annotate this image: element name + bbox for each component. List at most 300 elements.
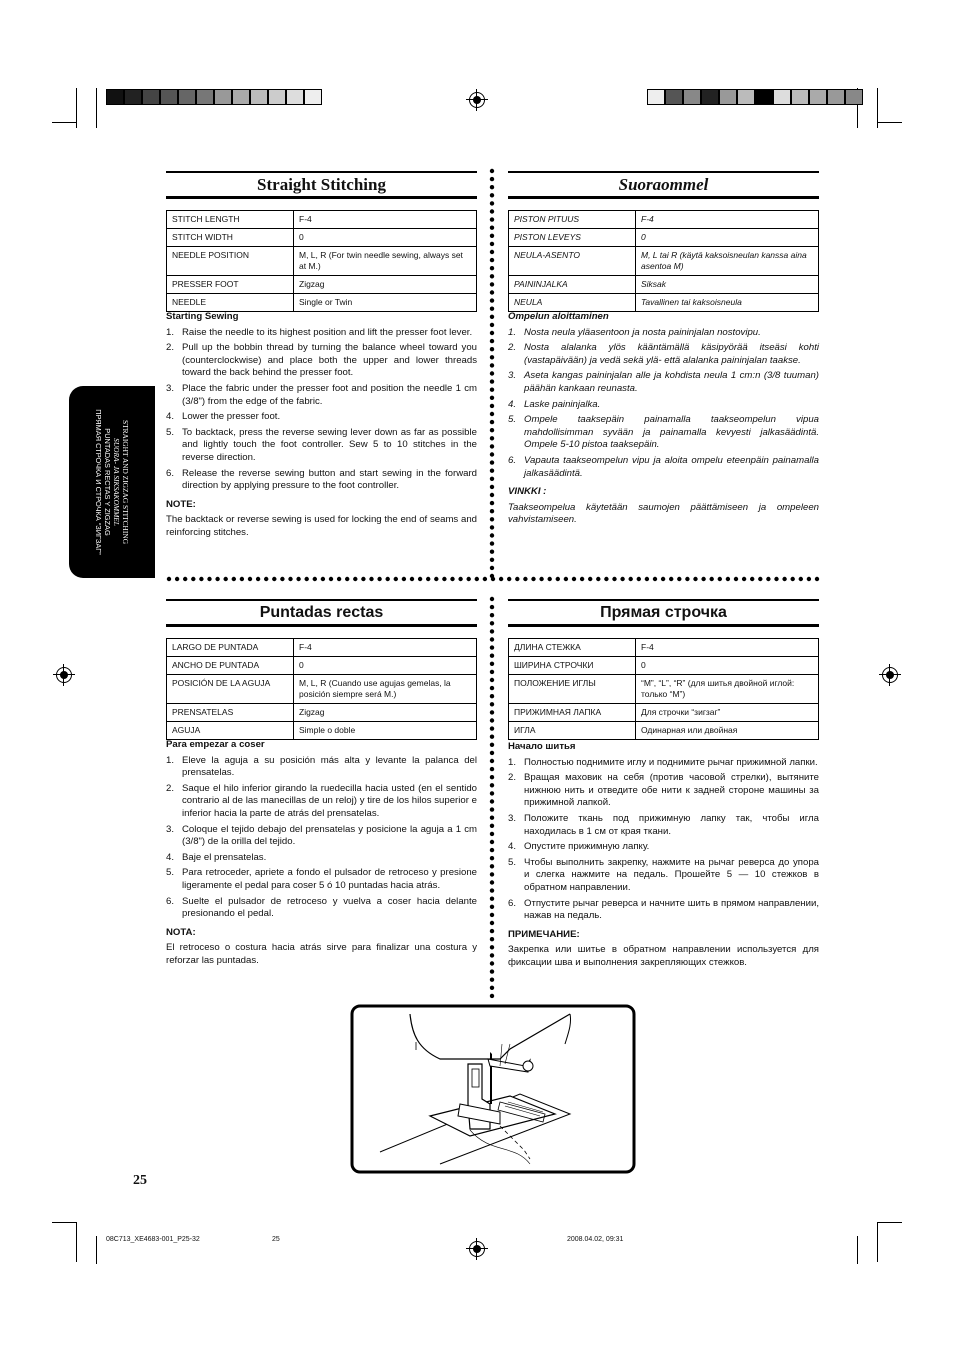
separator-dot [490,396,494,400]
step-number: 2. [508,342,517,354]
step-number: 4. [166,851,175,863]
color-swatch [683,89,701,105]
separator-dot [490,791,494,795]
separator-dot [490,961,494,965]
step-text: Vapauta taaksеompelun vipu ja aloita ompelu eteenpäin painamalla jalkasäädintä. [524,454,819,479]
separator-dot [629,577,633,581]
separator-dot [766,577,770,581]
note-heading: NOTA: [166,926,196,938]
setting-name: ШИРИНА СТРОЧКИ [509,657,636,675]
separator-dot [588,577,592,581]
color-swatch [845,89,863,105]
list-item [508,857,819,895]
separator-dot [490,945,494,949]
separator-dot [490,566,494,570]
steps-list [508,757,819,923]
setting-name: NEEDLE POSITION [167,247,294,276]
setting-name: ИГЛА [509,722,636,740]
start-heading: Para empezar a coser [166,739,265,750]
separator-dot [604,577,608,581]
separator-dot [305,577,309,581]
color-swatch [214,89,232,105]
list-item [508,813,819,838]
color-swatch [142,89,160,105]
separator-dot [490,605,494,609]
instructions-ru [508,741,819,970]
color-swatch [268,89,286,105]
separator-dot [490,710,494,714]
separator-dot [490,242,494,246]
separator-dot [313,577,317,581]
horizontal-dotted-separator [166,576,820,582]
step-number: 6. [166,895,175,907]
table-row [167,657,477,675]
separator-dot [490,209,494,213]
separator-dot [515,577,519,581]
separator-dot [490,986,494,990]
color-swatch [106,89,124,105]
separator-dot [726,577,730,581]
separator-dot [191,577,195,581]
section-title-es: Puntadas rectas [166,599,477,627]
separator-dot [345,577,349,581]
separator-dot [450,577,454,581]
separator-dot [490,953,494,957]
list-item [508,898,819,923]
separator-dot [490,880,494,884]
setting-name: PRESSER FOOT [167,276,294,294]
instructions-es [166,739,477,968]
step-number: 1. [508,326,517,338]
separator-dot [490,541,494,545]
steps-list [166,755,477,921]
separator-dot [490,331,494,335]
separator-dot [701,577,705,581]
vertical-dotted-separator [489,596,495,1000]
separator-dot [369,577,373,581]
separator-dot [490,307,494,311]
separator-dot [490,379,494,383]
separator-dot [321,577,325,581]
separator-dot [490,412,494,416]
separator-dot [490,226,494,230]
separator-dot [490,282,494,286]
list-item [166,852,477,865]
section-title-en: Straight Stitching [166,171,477,199]
separator-dot [490,621,494,625]
setting-value: M, L tai R (käytä kaksoisneulan kanssa aina asentoa M) [636,247,819,276]
note-text: Закрепка или шитье в обратном направлении используется для фиксации шва и выполнения закрепляющих стежков. [508,944,819,968]
separator-dot [490,452,494,456]
separator-dot [490,460,494,464]
list-item [166,427,477,465]
side-tab-line: ПРЯМАЯ СТРОЧКА И СТРОЧКА “ЗИГЗАГ” [93,409,103,555]
step-text: Положите ткань под прижимную лапку так, чтобы игла находилась в 1 см от края ткани. [524,812,819,837]
registration-mark-icon [56,667,72,683]
instructions-en [166,311,477,540]
step-text: Опустите прижимную лапку. [524,841,650,853]
separator-dot [490,864,494,868]
start-heading: Ompelun aloittaminen [508,311,609,322]
separator-dot [490,897,494,901]
step-number: 3. [166,823,175,835]
step-text: Aseta kangas paininjalan alle ja kohdista neula 1 cm:n (3/8 tuuman) päähän kankaan reunasta. [524,370,819,394]
step-number: 2. [166,782,175,794]
step-number: 5. [508,856,517,868]
separator-dot [434,577,438,581]
separator-dot [272,577,276,581]
steps-list [508,327,819,481]
separator-dot [490,266,494,270]
list-item [508,757,819,770]
setting-value: F-4 [294,211,477,229]
separator-dot [280,577,284,581]
step-text: Ompele taaksepäin painamalla taaksеompelun vipua mahdollisimman syvään ja painamalla kevyesti jalkasäädintä. Ompele 5-10 pistoa taaksepäin. [524,414,819,451]
separator-dot [490,501,494,505]
separator-dot [612,577,616,581]
separator-dot [224,577,228,581]
separator-dot [490,201,494,205]
step-number: 6. [166,467,175,479]
separator-dot [490,743,494,747]
settings-table-en [166,210,477,312]
separator-dot [661,577,665,581]
step-number: 6. [508,897,517,909]
separator-dot [539,577,543,581]
table-row [167,639,477,657]
setting-name: ПРИЖИМНАЯ ЛАПКА [509,704,636,722]
color-swatch [250,89,268,105]
separator-dot [523,577,527,581]
separator-dot [653,577,657,581]
separator-dot [490,533,494,537]
color-swatch [196,89,214,105]
note-heading: VINKKI : [508,486,547,498]
setting-value: Tavallinen tai kaksoisneula [636,294,819,312]
step-text: Lower the presser foot. [182,411,281,423]
separator-dot [490,832,494,836]
step-number: 4. [508,841,517,853]
separator-dot [596,577,600,581]
separator-dot [490,517,494,521]
color-swatch [701,89,719,105]
list-item [166,783,477,821]
separator-dot [232,577,236,581]
list-item [166,896,477,921]
step-text: Eleve la aguja a su posición más alta y levante la palanca del prensatelas. [182,754,477,779]
separator-dot [490,339,494,343]
setting-value: “M”, “L”, “R” (для шитья двойной иглой: только “M”) [636,675,819,704]
separator-dot [490,363,494,367]
list-item [166,468,477,493]
crop-mark [76,1222,77,1262]
list-item [508,399,819,412]
crop-mark [76,88,77,128]
separator-dot [490,767,494,771]
separator-dot [499,577,503,581]
side-tab-line: STRAIGHT AND ZIGZAG STITCHING [121,419,131,545]
setting-name: PISTON PITUUS [509,211,636,229]
separator-dot [410,577,414,581]
separator-dot [418,577,422,581]
step-number: 3. [166,382,175,394]
setting-value: Simple o doble [294,722,477,740]
note-text: Taaksеompelua käytetään saumojen päättämiseen ja ompeleen vahvistamiseen. [508,501,819,526]
separator-dot [240,577,244,581]
separator-dot [183,577,187,581]
setting-value: M, L, R (Cuando use agujas gemelas, la posición siempre será M.) [294,675,477,704]
separator-dot [490,937,494,941]
separator-dot [490,477,494,481]
separator-dot [490,177,494,181]
page-number: 25 [133,1173,147,1188]
separator-dot [386,577,390,581]
separator-dot [490,978,494,982]
list-item [166,383,477,408]
table-row [167,211,477,229]
settings-table-es [166,638,477,740]
setting-value: Zigzag [294,704,477,722]
note-text: El retroceso o costura hacia atrás sirve para finalizar una costura y reforzar las puntadas. [166,942,477,966]
table-row [509,639,819,657]
separator-dot [394,577,398,581]
step-text: Saque el hilo inferior girando la ruedecilla hacia usted (en el sentido contrario al de las manecillas de un reloj) y tire de los hilos superior e inferior hacia la parte de atrás del prensatelas. [182,782,477,819]
list-item [508,841,819,854]
crop-mark [96,1236,97,1264]
separator-dot [490,185,494,189]
separator-dot [742,577,746,581]
color-swatch [286,89,304,105]
separator-dot [490,355,494,359]
table-row [509,211,819,229]
list-item [166,755,477,780]
separator-dot [377,577,381,581]
separator-dot [490,323,494,327]
side-tab [69,386,155,578]
separator-dot [718,577,722,581]
separator-dot [337,577,341,581]
color-swatch [773,89,791,105]
color-swatch [665,89,683,105]
separator-dot [490,726,494,730]
step-text: Coloque el tejido debajo del prensatelas y posicione la aguja a 1 cm (3/8") de la orilla del tejido. [182,823,477,848]
setting-value: Одинарная или двойная [636,722,819,740]
footer-file: 08C713_XE4683-001_P25-32 [106,1236,200,1243]
separator-dot [490,921,494,925]
list-item [166,824,477,849]
step-text: Pull up the bobbin thread by turning the balance wheel toward you (counterclockwise) and place both the upper and lower threads toward the back behind the presser foot. [182,342,477,379]
table-row [509,229,819,247]
crop-mark [96,88,97,128]
setting-name: PISTON LEVEYS [509,229,636,247]
separator-dot [490,840,494,844]
crop-mark [52,122,76,123]
table-row [167,294,477,312]
setting-name: PAININJALKA [509,276,636,294]
separator-dot [815,577,819,581]
setting-name: ANCHO DE PUNTADA [167,657,294,675]
separator-dot [353,577,357,581]
separator-dot [490,670,494,674]
setting-value: 0 [636,229,819,247]
step-number: 3. [508,370,517,382]
separator-dot [645,577,649,581]
separator-dot [175,577,179,581]
setting-name: NEULA [509,294,636,312]
setting-name: LARGO DE PUNTADA [167,639,294,657]
separator-dot [490,250,494,254]
table-row [167,276,477,294]
separator-dot [490,258,494,262]
separator-dot [490,217,494,221]
table-row [167,722,477,740]
step-number: 5. [508,414,517,426]
step-text: Suelte el pulsador de retroceso y vuelva a coser hacia delante presionando el pedal. [182,895,477,920]
step-text: To backtack, press the reverse sewing lever down as far as possible and lightly touch the foot controller. Sew 5 to 10 stitches in the reverse direction. [182,426,477,463]
step-text: Вращая маховик на себя (против часовой стрелки), вытяните нижнюю нить и отведите обе нити к задней стороне машины за прижимной лапкой. [524,772,819,809]
separator-dot [490,315,494,319]
setting-value: Siksak [636,276,819,294]
list-item [508,342,819,367]
registration-mark-icon [882,667,898,683]
crop-mark [877,1222,878,1262]
setting-value: 0 [294,657,477,675]
separator-dot [490,347,494,351]
separator-dot [791,577,795,581]
setting-name: PRENSATELAS [167,704,294,722]
separator-dot [296,577,300,581]
step-text: Отпустите рычаг реверса и начните шить в прямом направлении, нажав на педаль. [524,897,819,922]
separator-dot [491,577,495,581]
color-swatch [791,89,809,105]
separator-dot [490,969,494,973]
separator-dot [490,428,494,432]
separator-dot [490,799,494,803]
color-swatch [178,89,196,105]
crop-mark [52,1222,76,1223]
separator-dot [490,444,494,448]
separator-dot [490,848,494,852]
separator-dot [402,577,406,581]
step-number: 5. [166,426,175,438]
section-title-fi: Suoraommel [508,171,819,199]
setting-value: 0 [294,229,477,247]
list-item [508,414,819,452]
steps-list [166,327,477,493]
setting-value: F-4 [636,211,819,229]
registration-mark-icon [469,92,485,108]
instructions-fi [508,311,819,527]
step-text: Raise the needle to its highest position and lift the presser foot lever. [182,326,473,338]
separator-dot [361,577,365,581]
separator-dot [475,577,479,581]
separator-dot [467,577,471,581]
separator-dot [490,234,494,238]
table-row [509,247,819,276]
separator-dot [531,577,535,581]
list-item [508,327,819,340]
separator-dot [490,888,494,892]
separator-dot [774,577,778,581]
separator-dot [490,662,494,666]
separator-dot [329,577,333,581]
note-heading: ПРИМЕЧАНИЕ: [508,928,580,940]
separator-dot [490,371,494,375]
separator-dot [490,775,494,779]
table-row [509,657,819,675]
separator-dot [580,577,584,581]
footer-date: 2008.04.02, 09:31 [567,1236,624,1243]
separator-dot [620,577,624,581]
separator-dot [782,577,786,581]
setting-value: 0 [636,657,819,675]
separator-dot [490,558,494,562]
step-number: 4. [166,411,175,423]
step-number: 1. [508,756,517,768]
table-row [167,704,477,722]
table-row [167,675,477,704]
setting-name: NEEDLE [167,294,294,312]
separator-dot [669,577,673,581]
step-text: Nosta alalanka ylös kääntämällä käsipyörää itseäsi kohti (vastapäivään) ja vedä sekä ylä- että alalanka paininjalan taakse. [524,342,819,366]
side-tab-line: SUORA- JA SIKSAKOMMEL [112,438,122,526]
separator-dot [490,525,494,529]
separator-dot [507,577,511,581]
separator-dot [490,783,494,787]
settings-table-ru [508,638,819,740]
step-text: Nosta neula yläasentoon ja nosta paininjalan nostovipu. [524,326,761,338]
crop-mark [878,1222,902,1223]
registration-mark-icon [469,1241,485,1257]
separator-dot [490,751,494,755]
setting-name: STITCH LENGTH [167,211,294,229]
color-swatch [304,89,322,105]
step-text: Baje el prensatelas. [182,851,267,863]
setting-name: ПОЛОЖЕНИЕ ИГЛЫ [509,675,636,704]
separator-dot [556,577,560,581]
step-text: Place the fabric under the presser foot and position the needle 1 cm (3/8") from the edge of the fabric. [182,382,477,407]
separator-dot [490,193,494,197]
separator-dot [490,597,494,601]
step-number: 5. [166,867,175,879]
separator-dot [490,856,494,860]
table-row [509,276,819,294]
step-text: Laske paininjalka. [524,398,601,410]
separator-dot [490,872,494,876]
step-number: 2. [508,772,517,784]
separator-dot [734,577,738,581]
separator-dot [490,509,494,513]
start-heading: Начало шитья [508,741,576,752]
separator-dot [256,577,260,581]
separator-dot [490,929,494,933]
note-heading: NOTE: [166,498,196,510]
start-heading: Starting Sewing [166,311,239,322]
separator-dot [490,613,494,617]
table-row [509,294,819,312]
separator-dot [490,493,494,497]
crop-mark [878,122,902,123]
separator-dot [490,824,494,828]
separator-dot [685,577,689,581]
separator-dot [490,645,494,649]
table-row [509,704,819,722]
separator-dot [490,735,494,739]
separator-dot [490,905,494,909]
separator-dot [167,577,171,581]
separator-dot [442,577,446,581]
separator-dot [548,577,552,581]
